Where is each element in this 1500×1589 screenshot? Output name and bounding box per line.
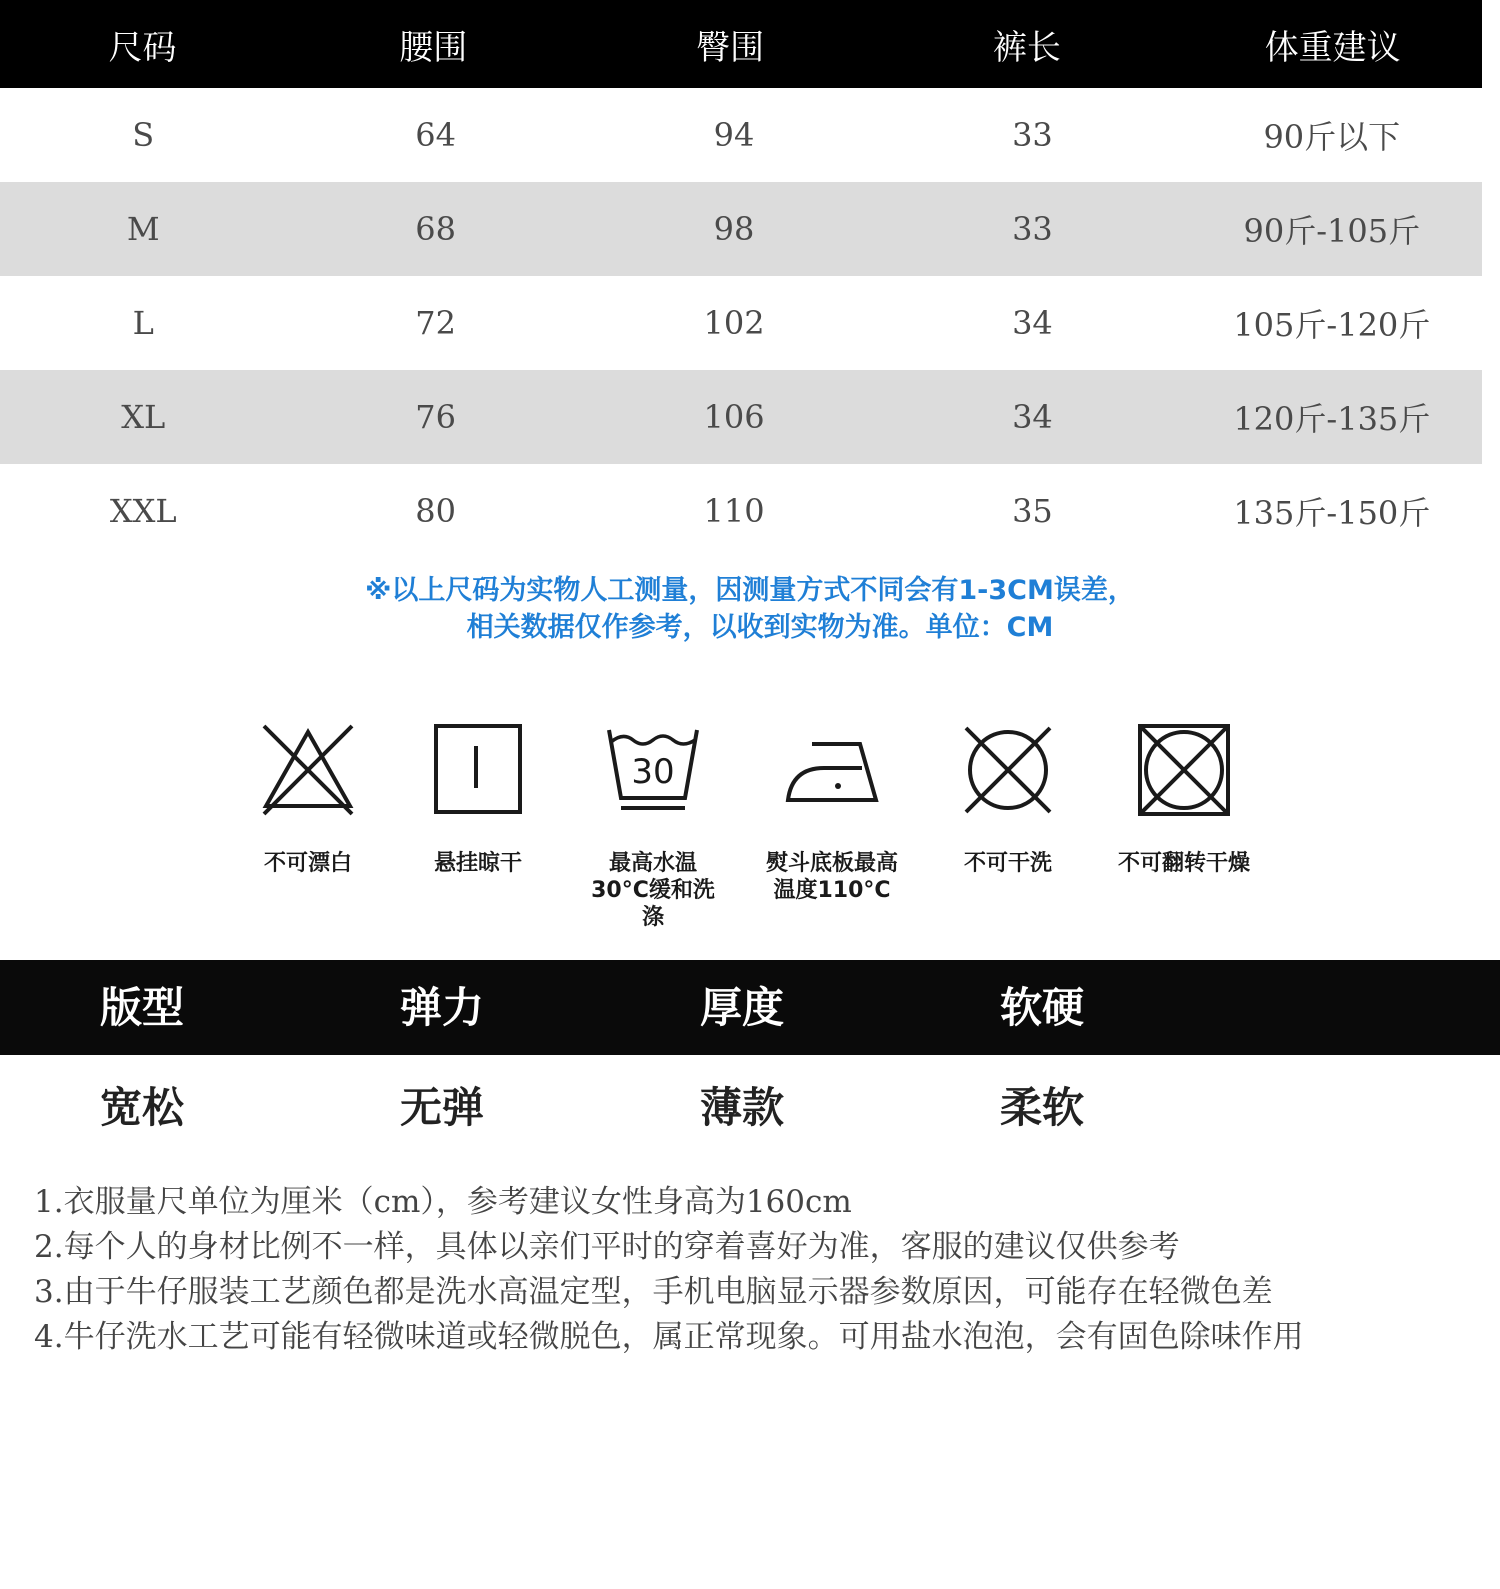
cell-weight: 120斤-135斤 xyxy=(1233,400,1431,438)
cell-length: 33 xyxy=(1012,210,1053,248)
hang-dry-icon xyxy=(428,720,528,820)
note-item: 1.衣服量尺单位为厘米（cm），参考建议女性身高为160cm xyxy=(34,1184,852,1220)
cell-size: XXL xyxy=(109,492,177,530)
note-line-1: ※以上尺码为实物人工测量，因测量方式不同会有1-3CM误差， xyxy=(365,575,1135,606)
attr-value-fit: 宽松 xyxy=(99,1083,184,1132)
cell-waist: 64 xyxy=(415,116,456,154)
cell-weight: 105斤-120斤 xyxy=(1233,306,1431,344)
note-line-2: 相关数据仅作参考，以收到实物为准。单位：CM xyxy=(466,612,1054,643)
header-size: 尺码 xyxy=(108,27,177,68)
no-bleach-icon xyxy=(258,720,358,820)
care-label: 悬挂晾干 xyxy=(433,851,522,876)
no-tumble-dry-icon xyxy=(1134,720,1234,820)
cell-hip: 106 xyxy=(703,398,765,436)
attr-header-thickness: 厚度 xyxy=(699,983,784,1032)
cell-hip: 102 xyxy=(703,304,765,342)
cell-weight: 90斤-105斤 xyxy=(1243,212,1421,250)
attr-value-stretch: 无弹 xyxy=(399,1083,484,1132)
care-item-wash-30 xyxy=(583,720,723,931)
cell-hip: 94 xyxy=(713,116,755,154)
attribute-header xyxy=(0,960,1500,1055)
cell-waist: 80 xyxy=(415,492,456,530)
attr-value-softness: 柔软 xyxy=(999,1083,1084,1132)
note-item: 3.由于牛仔服装工艺颜色都是洗水高温定型，手机电脑显示器参数原因，可能存在轻微色差 xyxy=(34,1274,1273,1310)
care-label: 最高水温30°C缓和洗涤 xyxy=(591,851,715,930)
table-row xyxy=(0,182,1482,276)
note-item: 4.牛仔洗水工艺可能有轻微味道或轻微脱色，属正常现象。可用盐水泡泡，会有固色除味作用 xyxy=(34,1319,1304,1355)
table-row xyxy=(0,370,1482,464)
cell-hip: 98 xyxy=(713,210,755,248)
notes-list xyxy=(34,1180,1494,1360)
wash-temp-number: 30 xyxy=(631,752,675,792)
no-dry-clean-icon xyxy=(958,720,1058,820)
header-hip: 臀围 xyxy=(696,27,765,68)
header-length: 裤长 xyxy=(992,27,1061,68)
cell-waist: 72 xyxy=(415,304,456,342)
care-item-no-bleach xyxy=(238,720,378,877)
care-item-no-tumble-dry xyxy=(1114,720,1254,877)
cell-length: 33 xyxy=(1012,116,1053,154)
size-table xyxy=(0,0,1482,558)
care-label: 不可干洗 xyxy=(963,851,1052,876)
care-instructions xyxy=(238,720,1278,940)
cell-hip: 110 xyxy=(703,492,765,530)
attr-value-thickness: 薄款 xyxy=(699,1083,784,1132)
care-label: 不可翻转干燥 xyxy=(1117,851,1250,876)
care-item-no-dry-clean xyxy=(938,720,1078,877)
care-item-hang-dry xyxy=(408,720,548,877)
cell-waist: 68 xyxy=(415,210,456,248)
iron-low-icon xyxy=(782,720,882,820)
attr-header-stretch: 弹力 xyxy=(399,983,484,1032)
cell-size: XL xyxy=(121,398,166,436)
note-item: 2.每个人的身材比例不一样，具体以亲们平时的穿着喜好为准，客服的建议仅供参考 xyxy=(34,1229,1180,1265)
table-row xyxy=(0,276,1482,370)
attr-header-fit: 版型 xyxy=(99,983,184,1032)
care-label: 熨斗底板最高温度110°C xyxy=(765,851,898,903)
cell-waist: 76 xyxy=(415,398,456,436)
wash-30-icon xyxy=(603,720,703,820)
table-row xyxy=(0,464,1482,558)
cell-length: 34 xyxy=(1012,304,1053,342)
cell-size: S xyxy=(132,116,155,154)
cell-size: L xyxy=(132,304,154,342)
cell-length: 34 xyxy=(1012,398,1053,436)
header-weight: 体重建议 xyxy=(1264,27,1401,68)
table-row xyxy=(0,88,1482,182)
measurement-note xyxy=(0,572,1500,646)
cell-weight: 90斤以下 xyxy=(1263,118,1401,156)
care-label: 不可漂白 xyxy=(263,851,352,876)
cell-weight: 135斤-150斤 xyxy=(1233,494,1431,532)
attr-header-softness: 软硬 xyxy=(999,983,1084,1032)
cell-length: 35 xyxy=(1012,492,1053,530)
attribute-values xyxy=(0,1060,1500,1155)
cell-size: M xyxy=(126,210,160,248)
care-item-iron xyxy=(762,720,902,904)
size-table-header xyxy=(0,0,1482,88)
header-waist: 腰围 xyxy=(399,27,468,68)
